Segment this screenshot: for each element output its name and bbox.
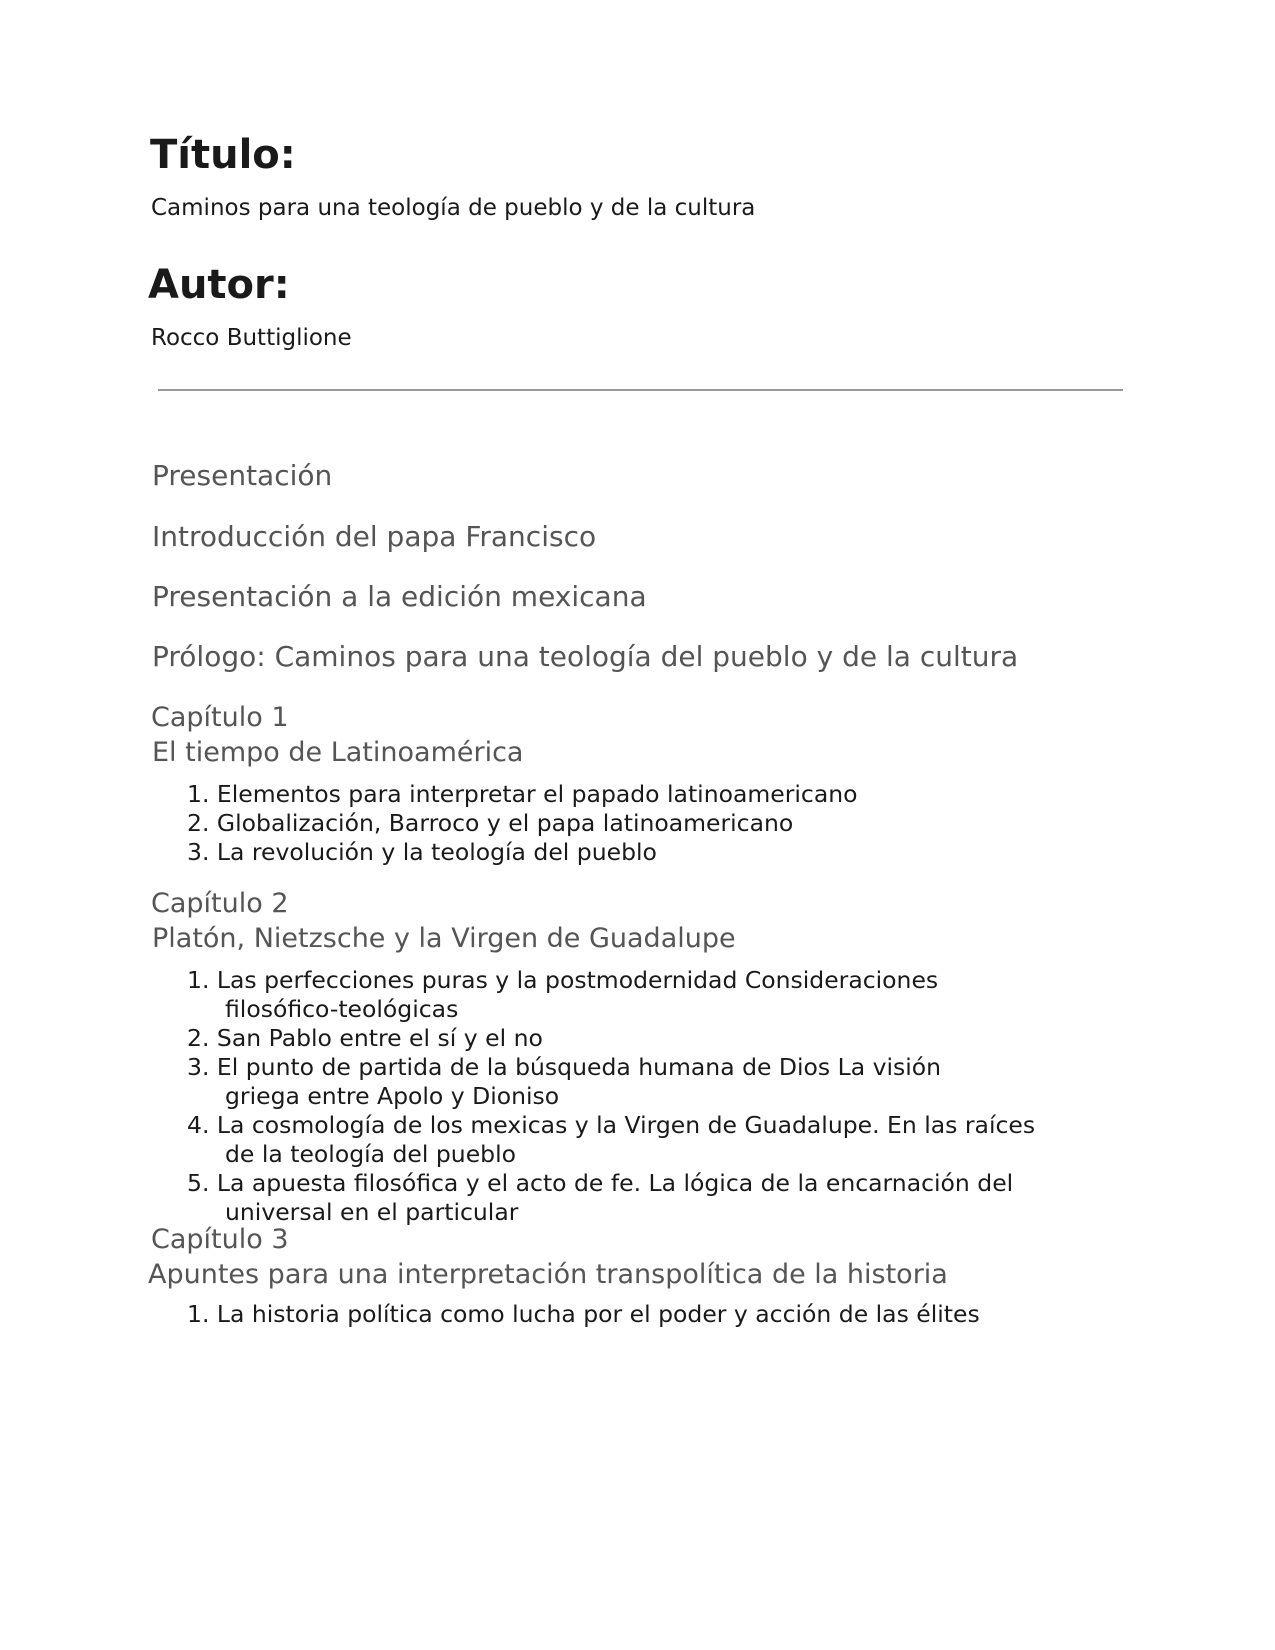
- item-number: 2.: [187, 809, 210, 837]
- item-text: Las perfecciones puras y la postmodernidad Consideraciones: [216, 966, 939, 994]
- section-divider: [158, 389, 1123, 391]
- item-text-continued: filosófico-teológicas: [225, 995, 459, 1023]
- item-text-continued: de la teología del pueblo: [225, 1140, 516, 1168]
- toc-front-introduccion: Introducción del papa Francisco: [152, 520, 597, 553]
- item-number: 5.: [187, 1169, 210, 1197]
- toc-front-presentacion-mexicana: Presentación a la edición mexicana: [152, 580, 647, 613]
- toc-list-item: [187, 1300, 980, 1329]
- chapter-title: El tiempo de Latinoamérica: [152, 737, 524, 768]
- item-text: La apuesta filosófica y el acto de fe. La lógica de la encarnación del: [216, 1169, 1014, 1197]
- chapter-title: Apuntes para una interpretación transpolítica de la historia: [148, 1259, 948, 1290]
- toc-front-prologo: Prólogo: Caminos para una teología del pueblo y de la cultura: [152, 640, 1019, 673]
- item-text: Elementos para interpretar el papado latinoamericano: [216, 780, 858, 808]
- item-text: Globalización, Barroco y el papa latinoamericano: [216, 809, 794, 837]
- item-text-continued: universal en el particular: [225, 1198, 519, 1226]
- item-number: 4.: [187, 1111, 210, 1139]
- toc-list-item: [187, 809, 793, 838]
- item-text: La historia política como lucha por el poder y acción de las élites: [216, 1300, 980, 1328]
- chapter-label: Capítulo 2: [151, 888, 289, 919]
- chapter-title: Platón, Nietzsche y la Virgen de Guadalupe: [152, 923, 736, 954]
- toc-list-item: [187, 1024, 543, 1053]
- toc-list-item: [187, 1053, 941, 1111]
- author-value: Rocco Buttiglione: [151, 325, 352, 351]
- item-text: La revolución y la teología del pueblo: [216, 838, 657, 866]
- author-label: Autor:: [148, 262, 290, 308]
- item-number: 1.: [187, 780, 210, 808]
- toc-front-presentacion: Presentación: [152, 459, 333, 492]
- item-text: El punto de partida de la búsqueda humana de Dios La visión: [216, 1053, 942, 1081]
- chapter-label: Capítulo 3: [151, 1224, 289, 1255]
- chapter-label: Capítulo 1: [151, 702, 289, 733]
- item-number: 2.: [187, 1024, 210, 1052]
- item-number: 1.: [187, 1300, 210, 1328]
- item-text: La cosmología de los mexicas y la Virgen de Guadalupe. En las raíces: [216, 1111, 1036, 1139]
- item-number: 3.: [187, 1053, 210, 1081]
- toc-list-item: [187, 1111, 1035, 1169]
- item-text-continued: griega entre Apolo y Dioniso: [225, 1082, 560, 1110]
- toc-list-item: [187, 1169, 1013, 1227]
- item-number: 1.: [187, 966, 210, 994]
- item-number: 3.: [187, 838, 210, 866]
- toc-list-item: [187, 838, 657, 867]
- item-text: San Pablo entre el sí y el no: [216, 1024, 543, 1052]
- toc-list-item: [187, 780, 858, 809]
- title-label: Título:: [150, 132, 296, 178]
- title-value: Caminos para una teología de pueblo y de la cultura: [151, 195, 756, 221]
- toc-list-item: [187, 966, 938, 1024]
